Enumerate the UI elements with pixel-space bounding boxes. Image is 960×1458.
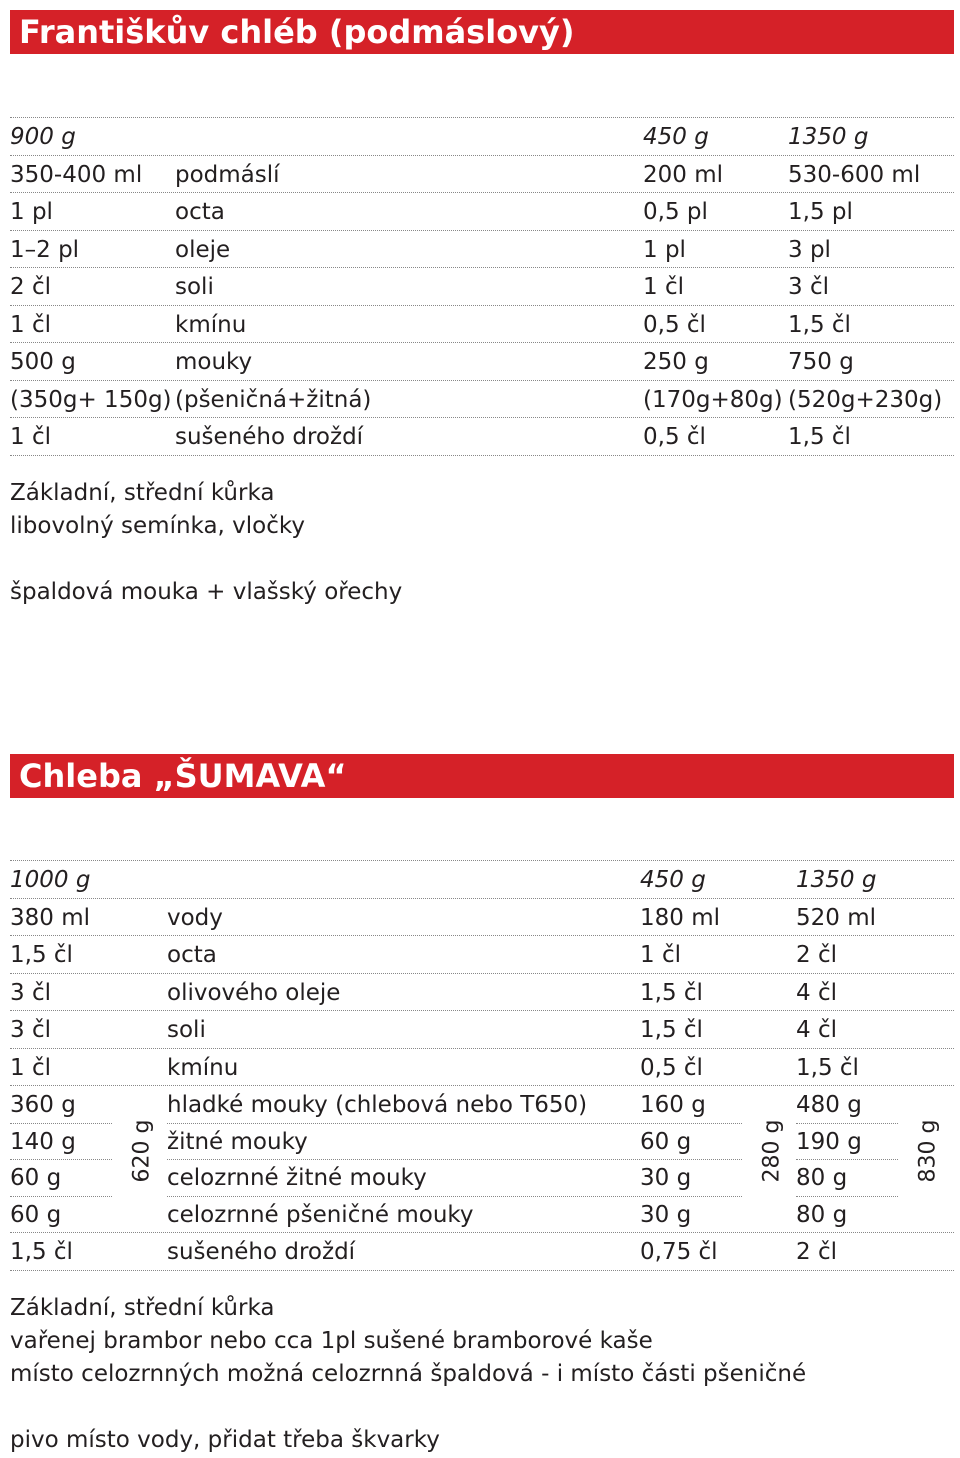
cell-qty: 350-400 ml [10, 161, 143, 188]
note-line: libovolný semínka, vločky [10, 513, 305, 539]
cell-ingredient: soli [167, 1017, 206, 1043]
recipe1-title: Františkův chléb (podmáslový) [10, 10, 954, 54]
recipe1-header-large: 1350 g [788, 124, 869, 150]
recipe2-notes [10, 1292, 806, 1457]
cell-ingredient: soli [175, 274, 214, 300]
table-row [10, 1011, 954, 1049]
cell-large: 3 čl [788, 274, 829, 300]
cell-small: 0,5 čl [643, 424, 706, 450]
cell-ingredient: kmínu [167, 1054, 239, 1081]
cell-qty: 1–2 pl [10, 236, 80, 263]
cell-small: 1 čl [643, 274, 684, 300]
recipe2-flour-total-small: 280 g [759, 1119, 785, 1183]
cell-qty: 2 čl [10, 274, 51, 300]
table-row [10, 1123, 954, 1160]
cell-small: 0,75 čl [640, 1239, 718, 1265]
recipe2-flour-total-large: 830 g [915, 1119, 941, 1183]
table-row [10, 1049, 954, 1087]
cell-qty: 1 pl [10, 199, 53, 225]
recipe1-header-small: 450 g [643, 124, 709, 150]
cell-ingredient: vody [167, 904, 223, 931]
cell-qty: 1 čl [10, 311, 51, 338]
cell-qty: 1 čl [10, 1054, 51, 1081]
recipe2-header-small: 450 g [640, 867, 706, 893]
note-line: vařenej brambor nebo cca 1pl sušené bramborové kaše [10, 1328, 653, 1354]
cell-small: 1,5 čl [640, 1017, 703, 1043]
recipe2-table [10, 860, 954, 1271]
table-row [10, 268, 954, 306]
cell-large: 530-600 ml [788, 161, 921, 188]
cell-large: 3 pl [788, 236, 831, 263]
note-line [10, 1391, 806, 1424]
cell-small: 180 ml [640, 904, 721, 931]
cell-large: 750 g [788, 349, 854, 375]
cell-ingredient: celozrnné pšeničné mouky [167, 1201, 474, 1228]
table-row [10, 418, 954, 456]
cell-qty: 140 g [10, 1128, 76, 1155]
cell-small: 0,5 pl [643, 199, 708, 225]
table-row [10, 936, 954, 974]
recipe2-header-row [10, 860, 954, 899]
cell-large: 80 g [796, 1201, 848, 1228]
cell-small: 30 g [640, 1165, 692, 1191]
cell-ingredient: celozrnné žitné mouky [167, 1165, 427, 1191]
cell-large: 520 ml [796, 904, 877, 931]
cell-small: 160 g [640, 1092, 706, 1118]
cell-qty: (350g+ 150g) [10, 386, 172, 413]
table-row [10, 306, 954, 344]
cell-large: 1,5 čl [796, 1054, 859, 1081]
note-line: místo celozrnných možná celozrnná špaldová - i místo části pšeničné [10, 1361, 807, 1387]
table-row [10, 381, 954, 419]
recipe1-notes [10, 477, 402, 609]
table-row [10, 1086, 954, 1123]
table-row [10, 899, 954, 937]
cell-small: 250 g [643, 349, 709, 375]
cell-qty: 60 g [10, 1201, 62, 1228]
recipe1-header-row [10, 117, 954, 156]
cell-large: 2 čl [796, 1239, 837, 1265]
cell-small: 200 ml [643, 161, 724, 188]
cell-small: (170g+80g) [643, 386, 783, 413]
cell-small: 60 g [640, 1128, 692, 1155]
cell-ingredient: octa [175, 199, 225, 225]
cell-large: 190 g [796, 1128, 862, 1155]
cell-ingredient: mouky [175, 349, 253, 375]
cell-large: 80 g [796, 1165, 848, 1191]
note-line: špaldová mouka + vlašský ořechy [10, 579, 403, 605]
cell-ingredient: žitné mouky [167, 1128, 308, 1155]
cell-ingredient: sušeného droždí [167, 1239, 356, 1265]
table-row [10, 156, 954, 194]
cell-large: 1,5 čl [788, 424, 851, 450]
note-line: Základní, střední kůrka [10, 1295, 275, 1321]
note-line: Základní, střední kůrka [10, 480, 275, 506]
cell-qty: 1 čl [10, 424, 51, 450]
cell-small: 0,5 čl [643, 311, 706, 338]
note-line: pivo místo vody, přidat třeba škvarky [10, 1427, 440, 1453]
cell-ingredient: octa [167, 942, 217, 968]
recipe1-header-main: 900 g [10, 124, 76, 150]
cell-small: 0,5 čl [640, 1054, 703, 1081]
cell-small: 1 čl [640, 942, 681, 968]
table-row [10, 231, 954, 269]
cell-large: 480 g [796, 1092, 862, 1118]
cell-qty: 500 g [10, 349, 76, 375]
cell-large: 1,5 čl [788, 311, 851, 338]
cell-large: 2 čl [796, 942, 837, 968]
cell-large: 1,5 pl [788, 199, 853, 225]
cell-ingredient: hladké mouky (chlebová nebo T650) [167, 1092, 588, 1118]
recipe1-table [10, 117, 954, 456]
cell-qty: 1,5 čl [10, 1239, 73, 1265]
note-line [10, 543, 402, 576]
recipe2-header-main: 1000 g [10, 867, 91, 893]
cell-ingredient: podmáslí [175, 161, 280, 188]
cell-large: (520g+230g) [788, 386, 943, 413]
table-row [10, 1233, 954, 1271]
cell-qty: 3 čl [10, 979, 51, 1006]
table-row [10, 974, 954, 1012]
cell-large: 4 čl [796, 979, 837, 1006]
cell-qty: 60 g [10, 1165, 62, 1191]
cell-qty: 1,5 čl [10, 942, 73, 968]
cell-qty: 360 g [10, 1092, 76, 1118]
table-row [10, 1159, 954, 1196]
recipe2-title: Chleba „ŠUMAVA“ [10, 754, 954, 798]
cell-ingredient: olivového oleje [167, 979, 341, 1006]
recipe2-flour-total-main: 620 g [129, 1119, 155, 1183]
recipe2-header-large: 1350 g [796, 867, 877, 893]
cell-small: 1,5 čl [640, 979, 703, 1006]
table-row [10, 343, 954, 381]
cell-qty: 3 čl [10, 1017, 51, 1043]
cell-ingredient: kmínu [175, 311, 247, 338]
cell-ingredient: sušeného droždí [175, 424, 364, 450]
cell-ingredient: oleje [175, 236, 231, 263]
cell-ingredient: (pšeničná+žitná) [175, 386, 372, 413]
cell-qty: 380 ml [10, 904, 91, 931]
cell-small: 30 g [640, 1201, 692, 1228]
table-row [10, 1196, 954, 1234]
cell-small: 1 pl [643, 236, 686, 263]
cell-large: 4 čl [796, 1017, 837, 1043]
table-row [10, 193, 954, 231]
